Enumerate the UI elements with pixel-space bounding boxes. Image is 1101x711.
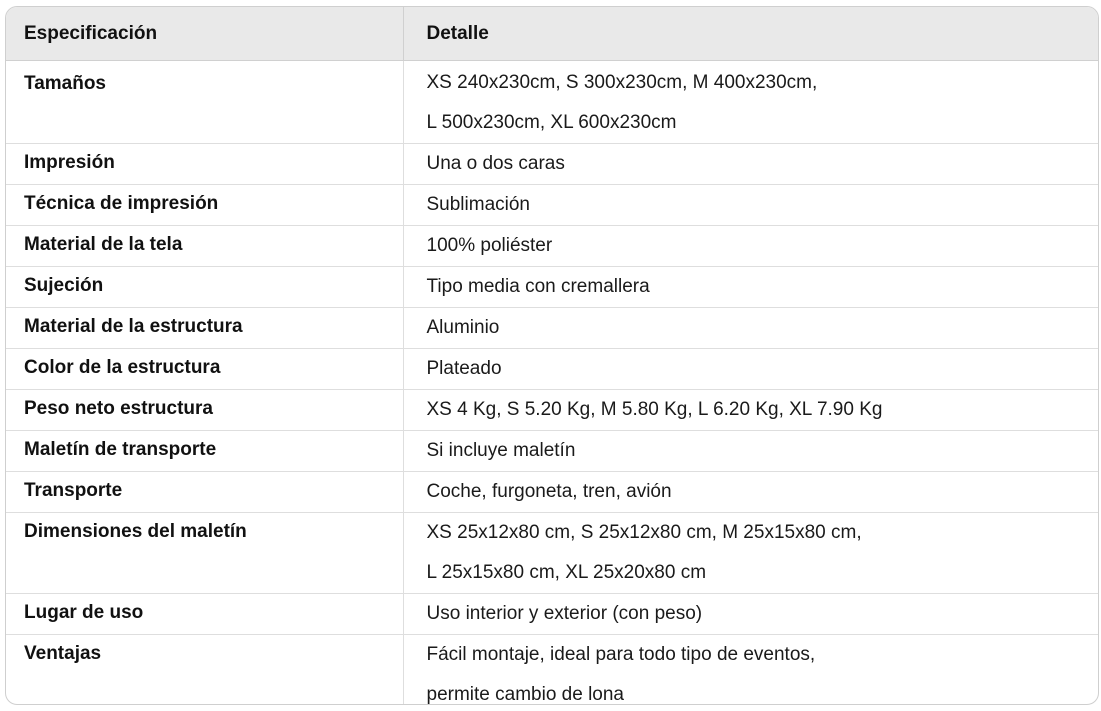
row-label: Material de la tela: [6, 226, 403, 267]
row-value-line: L 25x15x80 cm, XL 25x20x80 cm: [426, 562, 707, 583]
row-value-line: L 500x230cm, XL 600x230cm: [426, 112, 677, 133]
row-value-line: Una o dos caras: [426, 153, 565, 174]
row-value-line: permite cambio de lona: [426, 684, 624, 705]
row-label: Sujeción: [6, 267, 403, 308]
table-row: [6, 267, 1098, 308]
table-row: [6, 431, 1098, 472]
row-label: Maletín de transporte: [6, 431, 403, 472]
row-value: [403, 267, 1098, 308]
table-row: [6, 635, 1098, 706]
table-row: [6, 349, 1098, 390]
specifications-table-container: [5, 6, 1099, 705]
row-value-line: Aluminio: [426, 317, 500, 338]
specifications-table: [6, 7, 1098, 705]
row-label: Impresión: [6, 144, 403, 185]
table-row: [6, 390, 1098, 431]
row-value: [403, 513, 1098, 594]
row-value-line: XS 240x230cm, S 300x230cm, M 400x230cm,: [426, 72, 818, 93]
row-value-line: XS 4 Kg, S 5.20 Kg, M 5.80 Kg, L 6.20 Kg, XL 7.90 Kg: [426, 399, 883, 420]
row-value: [403, 390, 1098, 431]
table-row: [6, 61, 1098, 144]
row-value-line: Si incluye maletín: [426, 440, 576, 461]
row-value: [403, 226, 1098, 267]
table-header: [6, 7, 1098, 61]
row-value: [403, 349, 1098, 390]
table-row: [6, 185, 1098, 226]
table-body: [6, 61, 1098, 706]
table-row: [6, 513, 1098, 594]
row-label: Peso neto estructura: [6, 390, 403, 431]
row-label: Color de la estructura: [6, 349, 403, 390]
row-value-line: Plateado: [426, 358, 502, 379]
table-row: [6, 594, 1098, 635]
row-label: Ventajas: [24, 643, 102, 664]
row-value: [403, 594, 1098, 635]
header-detail: Detalle: [403, 7, 1098, 61]
row-value: [403, 144, 1098, 185]
row-label: Tamaños: [6, 61, 403, 144]
row-value: [403, 61, 1098, 144]
header-row: [6, 7, 1098, 61]
row-value: [403, 308, 1098, 349]
row-label: Transporte: [6, 472, 403, 513]
row-value: [403, 185, 1098, 226]
row-value: [403, 635, 1098, 706]
row-value-line: 100% poliéster: [426, 235, 553, 256]
table-row: [6, 144, 1098, 185]
table-row: [6, 308, 1098, 349]
row-label: Material de la estructura: [6, 308, 403, 349]
row-value-line: Fácil montaje, ideal para todo tipo de eventos,: [426, 644, 816, 665]
row-value: [403, 431, 1098, 472]
row-value: [403, 472, 1098, 513]
row-label: Lugar de uso: [6, 594, 403, 635]
row-value-line: XS 25x12x80 cm, S 25x12x80 cm, M 25x15x80 cm,: [426, 522, 862, 543]
row-label: Dimensiones del maletín: [6, 513, 403, 594]
row-value-line: Tipo media con cremallera: [426, 276, 650, 297]
row-label: Técnica de impresión: [6, 185, 403, 226]
header-specification: Especificación: [6, 7, 403, 61]
row-value-line: Coche, furgoneta, tren, avión: [426, 481, 672, 502]
row-value-line: Sublimación: [426, 194, 530, 215]
table-row: [6, 226, 1098, 267]
row-value-line: Uso interior y exterior (con peso): [426, 603, 703, 624]
table-row: [6, 472, 1098, 513]
